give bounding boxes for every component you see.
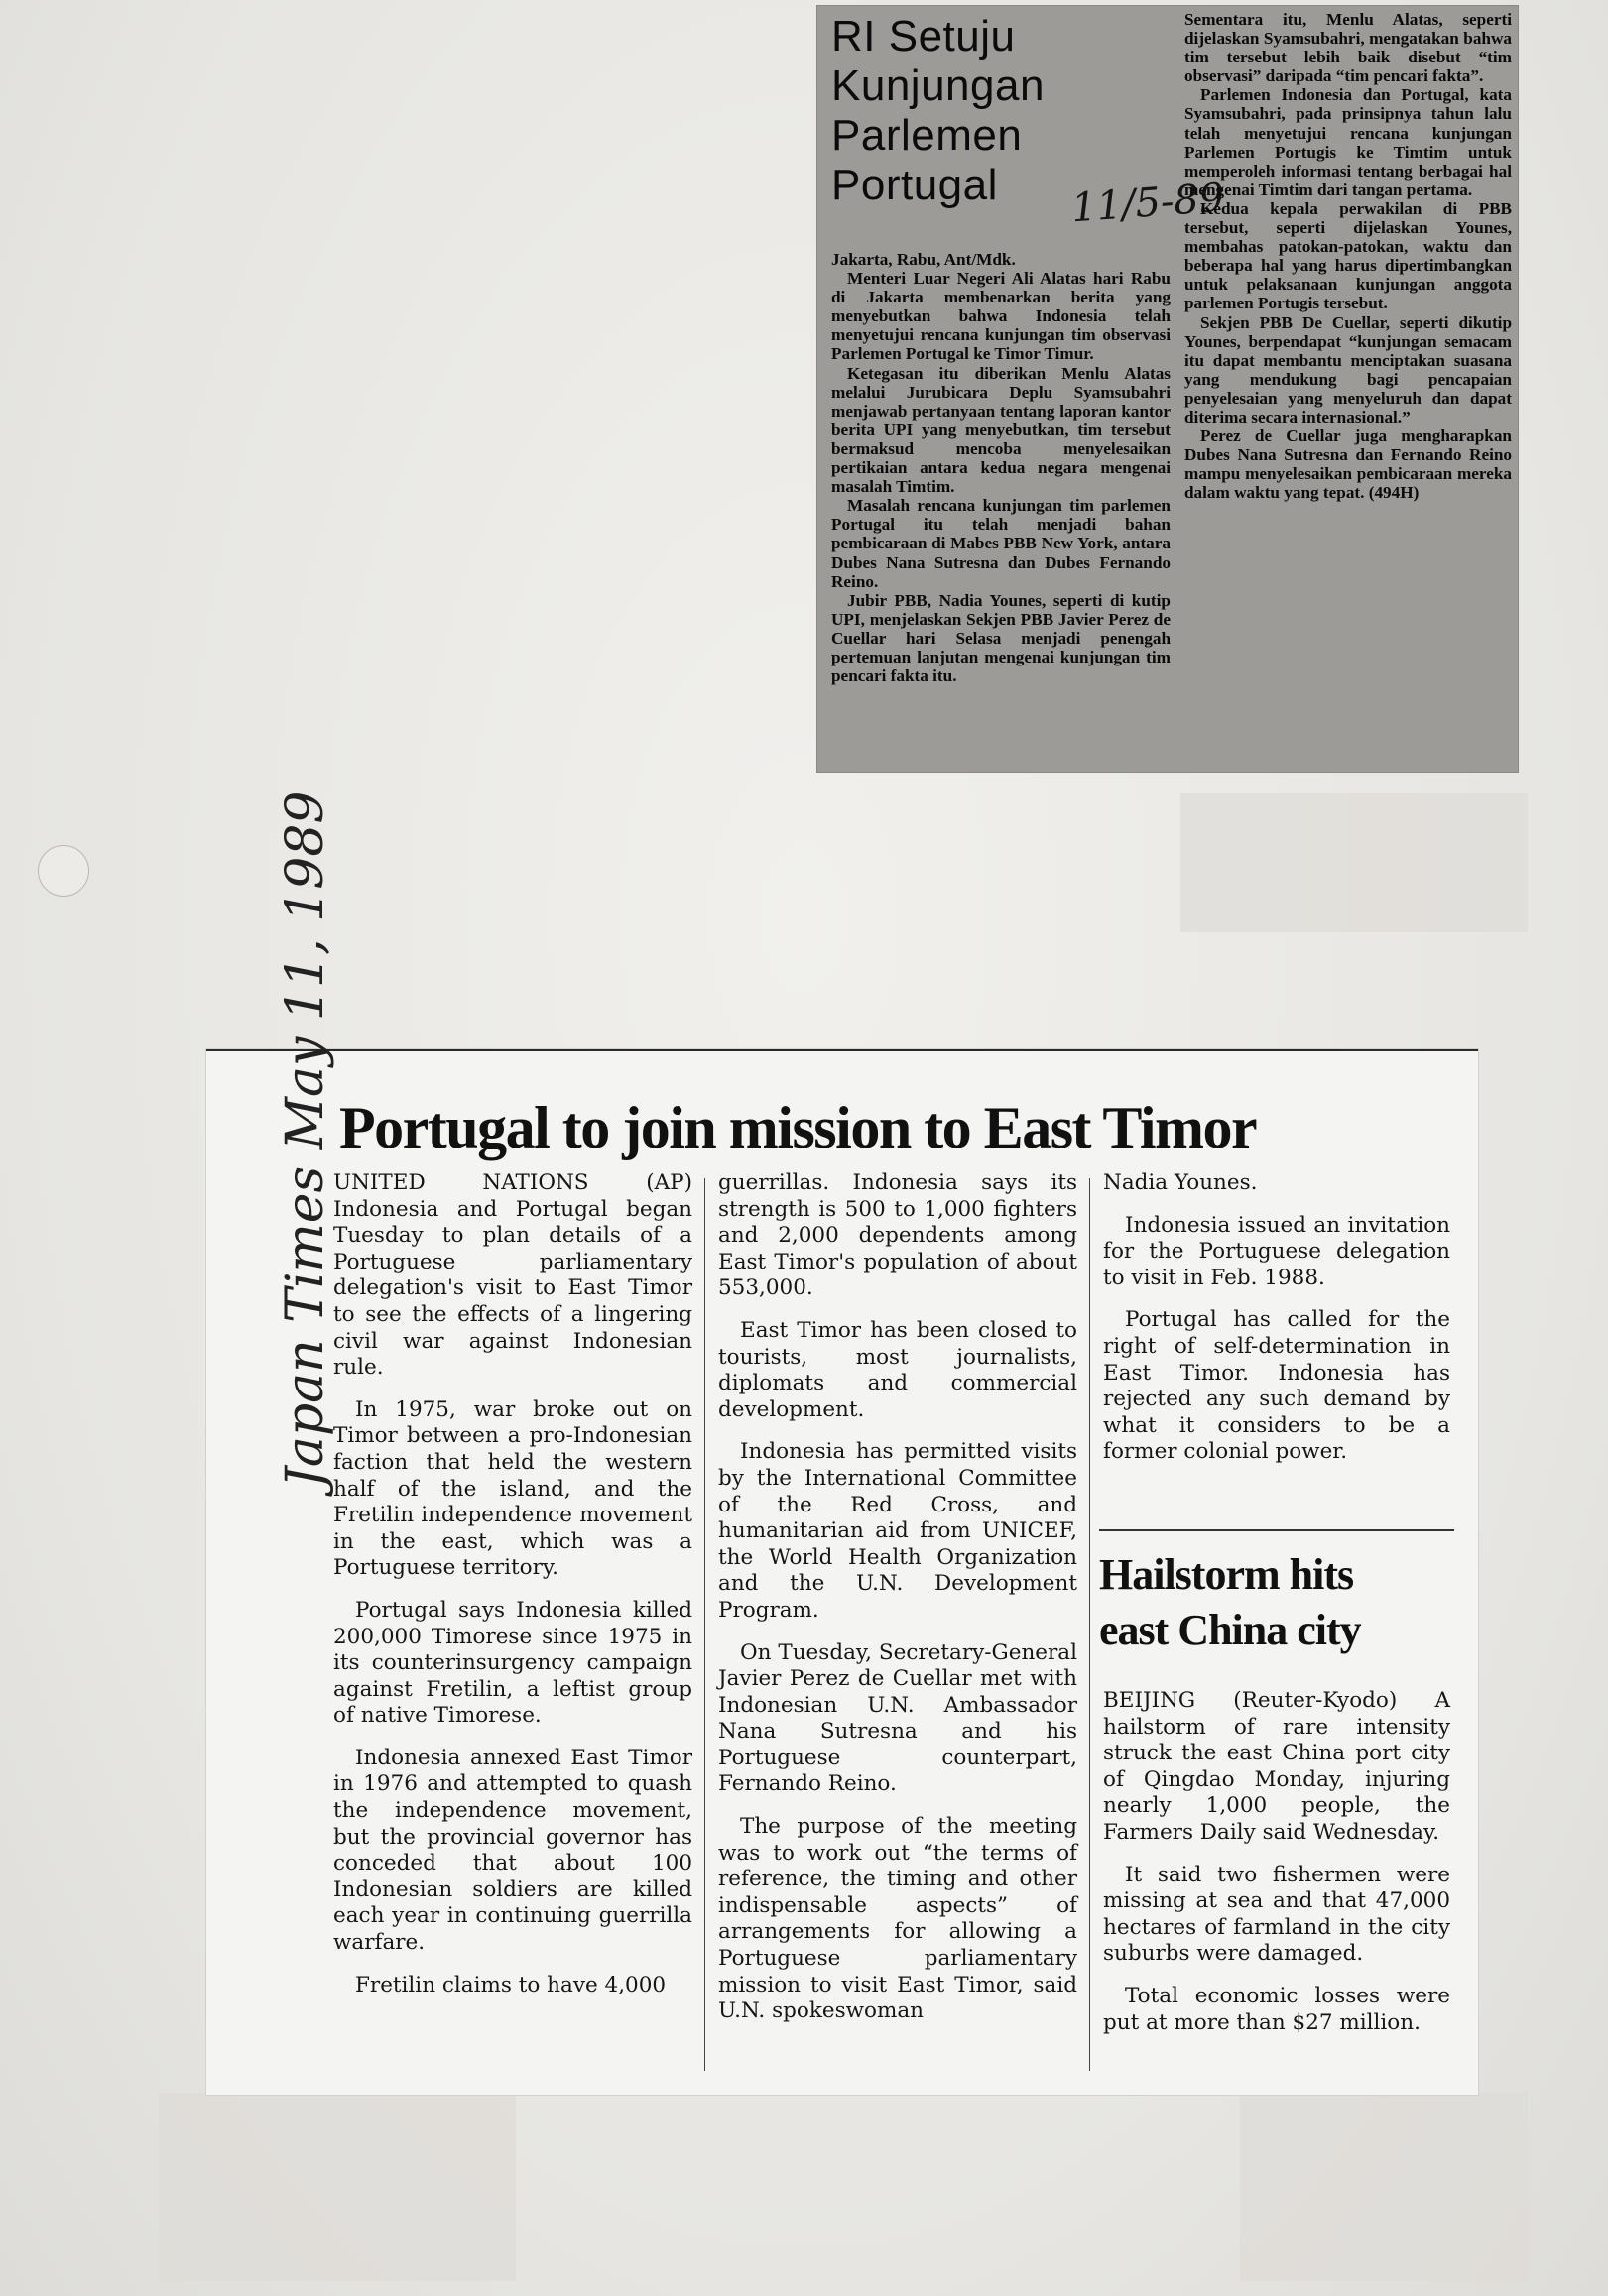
paragraph: Parlemen Indonesia dan Portugal, kata Syamsubahri, pada prinsipnya tahun lalu telah menyetujui rencana kunjungan Parlemen Portugis ke Timtim untuk memperoleh informasi tentang berbagai hal mengenai Timtim dari tangan pertama. — [1184, 85, 1512, 199]
english-column-3 — [1103, 1170, 1450, 1482]
paragraph: Indonesia has permitted visits by the International Committee of the Red Cross, and humanitarian aid from UNICEF, the World Health Organization and the U.N. Development Program. — [718, 1439, 1077, 1623]
column-rule — [1089, 1178, 1090, 2071]
paragraph: Total economic losses were put at more than $27 million. — [1103, 1983, 1450, 2035]
paragraph: BEIJING (Reuter-Kyodo) A hailstorm of rare intensity struck the east China port city of Qingdao Monday, injuring nearly 1,000 people, the Farmers Daily said Wednesday. — [1103, 1688, 1450, 1845]
bleed-through-block — [1180, 793, 1528, 932]
indonesian-clipping — [817, 6, 1518, 772]
column-rule — [704, 1178, 705, 2071]
paragraph: Menteri Luar Negeri Ali Alatas hari Rabu di Jakarta membenarkan berita yang menyebutkan bahwa Indonesia telah menyetujui rencana kunjungan tim observasi Parlemen Portugal ke Timor Timur. — [831, 269, 1171, 364]
english-column-1 — [333, 1170, 692, 2014]
paragraph: Jubir PBB, Nadia Younes, seperti di kutip UPI, menjelaskan Sekjen PBB Javier Perez de Cuellar hari Selasa menjadi penengah pertemuan lanjutan mengenai kunjungan tim pencari fakta itu. — [831, 590, 1171, 686]
headline-line: Parlemen — [831, 111, 1023, 160]
headline-line: RI Setuju — [831, 12, 1016, 60]
hailstorm-headline — [1099, 1547, 1454, 1658]
indonesian-column-left — [831, 250, 1171, 685]
handwritten-margin-note: Japan Times May 11, 1989 — [276, 790, 335, 1488]
section-rule — [1099, 1529, 1454, 1531]
paragraph: On Tuesday, Secretary-General Javier Perez de Cuellar met with Indonesian U.N. Ambassador Nana Sutresna and his Portuguese counterpart, Fernando Reino. — [718, 1639, 1077, 1797]
paragraph: Sekjen PBB De Cuellar, seperti dikutip Younes, berpendapat “kunjungan semacam itu dapat membantu menciptakan suasana yang mendukung bagi pencapaian penyelesaian yang menyeluruh dan dapat diterima secara internasional.” — [1184, 312, 1512, 426]
paragraph: Portugal has called for the right of self-determination in East Timor. Indonesia has rejected any such demand by what it considers to be a former colonial power. — [1103, 1307, 1450, 1465]
headline-line: Kunjungan — [831, 61, 1045, 110]
paragraph: Indonesia annexed East Timor in 1976 and attempted to quash the independence movement, but the provincial governor has conceded that about 100 Indonesian soldiers are killed each year in continuing guerrilla warfare. — [333, 1745, 692, 1956]
paragraph: guerrillas. Indonesia says its strength is 500 to 1,000 fighters and 2,000 dependents among East Timor's population of about 553,000. — [718, 1170, 1077, 1301]
paragraph: Indonesia issued an invitation for the Portuguese delegation to visit in Feb. 1988. — [1103, 1212, 1450, 1290]
english-clipping — [206, 790, 1478, 2095]
headline-line: Hailstorm hits — [1099, 1550, 1354, 1599]
paragraph: In 1975, war broke out on Timor between a pro-Indonesian faction that held the western half of the island, and the Fretilin independence movement in the east, which was a Portuguese territory. — [333, 1396, 692, 1581]
paragraph: Sementara itu, Menlu Alatas, seperti dijelaskan Syamsubahri, mengatakan bahwa tim tersebut lebih baik disebut “tim observasi” daripada “tim pencari fakta”. — [1184, 10, 1512, 86]
punch-hole — [38, 845, 89, 897]
hailstorm-body — [1103, 1688, 1450, 2052]
paragraph: Fretilin claims to have 4,000 — [355, 1972, 667, 1997]
paragraph: It said two fishermen were missing at sea and that 47,000 hectares of farmland in the city suburbs were damaged. — [1103, 1862, 1450, 1967]
headline-line: east China city — [1099, 1606, 1361, 1654]
headline-line: Portugal — [831, 161, 998, 209]
paragraph: UNITED NATIONS (AP) Indonesia and Portugal began Tuesday to plan details of a Portuguese parliamentary delegation's visit to East Timor to see the effects of a lingering civil war against Indonesian rule. — [333, 1170, 692, 1381]
indonesian-column-right — [1184, 10, 1512, 502]
english-headline: Portugal to join mission to East Timor — [339, 1095, 1257, 1160]
indonesian-headline — [831, 12, 1169, 210]
paragraph: Portugal says Indonesia killed 200,000 Timorese since 1975 in its counterinsurgency campaign against Fretilin, a leftist group of native Timorese. — [333, 1597, 692, 1729]
paragraph: Ketegasan itu diberikan Menlu Alatas melalui Jurubicara Deplu Syamsubahri menjawab pertanyaan tentang laporan kantor berita UPI yang menyebutkan, tim tersebut bermaksud mencoba menyelesaikan pertikaian antara kedua negara mengenai masalah Timtim. — [831, 363, 1171, 497]
bleed-through-block — [159, 2093, 516, 2281]
paragraph: Masalah rencana kunjungan tim parlemen Portugal itu telah menjadi bahan pembicaraan di Mabes PBB New York, antara Dubes Nana Sutresna dan Dubes Fernando Reino. — [831, 496, 1171, 591]
paragraph: East Timor has been closed to tourists, most journalists, diplomats and commercial development. — [718, 1317, 1077, 1422]
paragraph: Nadia Younes. — [1103, 1170, 1258, 1195]
dateline: Jakarta, Rabu, Ant/Mdk. — [831, 250, 1016, 269]
paragraph: Perez de Cuellar juga mengharapkan Dubes Nana Sutresna dan Fernando Reino mampu menyelesaikan pembicaraan mereka dalam waktu yang tepat. (494H) — [1184, 426, 1512, 503]
handwritten-date: 11/5-89 — [1069, 175, 1226, 232]
english-column-2 — [718, 1170, 1077, 2041]
bleed-through-block — [1240, 2093, 1528, 2281]
paragraph: The purpose of the meeting was to work out “the terms of reference, the timing and other indispensable aspects” of arrangements for allowing a Portuguese parliamentary mission to visit East Timor, said U.N. spokeswoman — [718, 1814, 1077, 2024]
paragraph: Kedua kepala perwakilan di PBB tersebut, seperti dijelaskan Younes, membahas patokan-patokan, waktu dan beberapa hal yang harus dipertimbangkan untuk pelaksanaan kunjungan anggota parlemen Portugis tersebut. — [1184, 198, 1512, 313]
